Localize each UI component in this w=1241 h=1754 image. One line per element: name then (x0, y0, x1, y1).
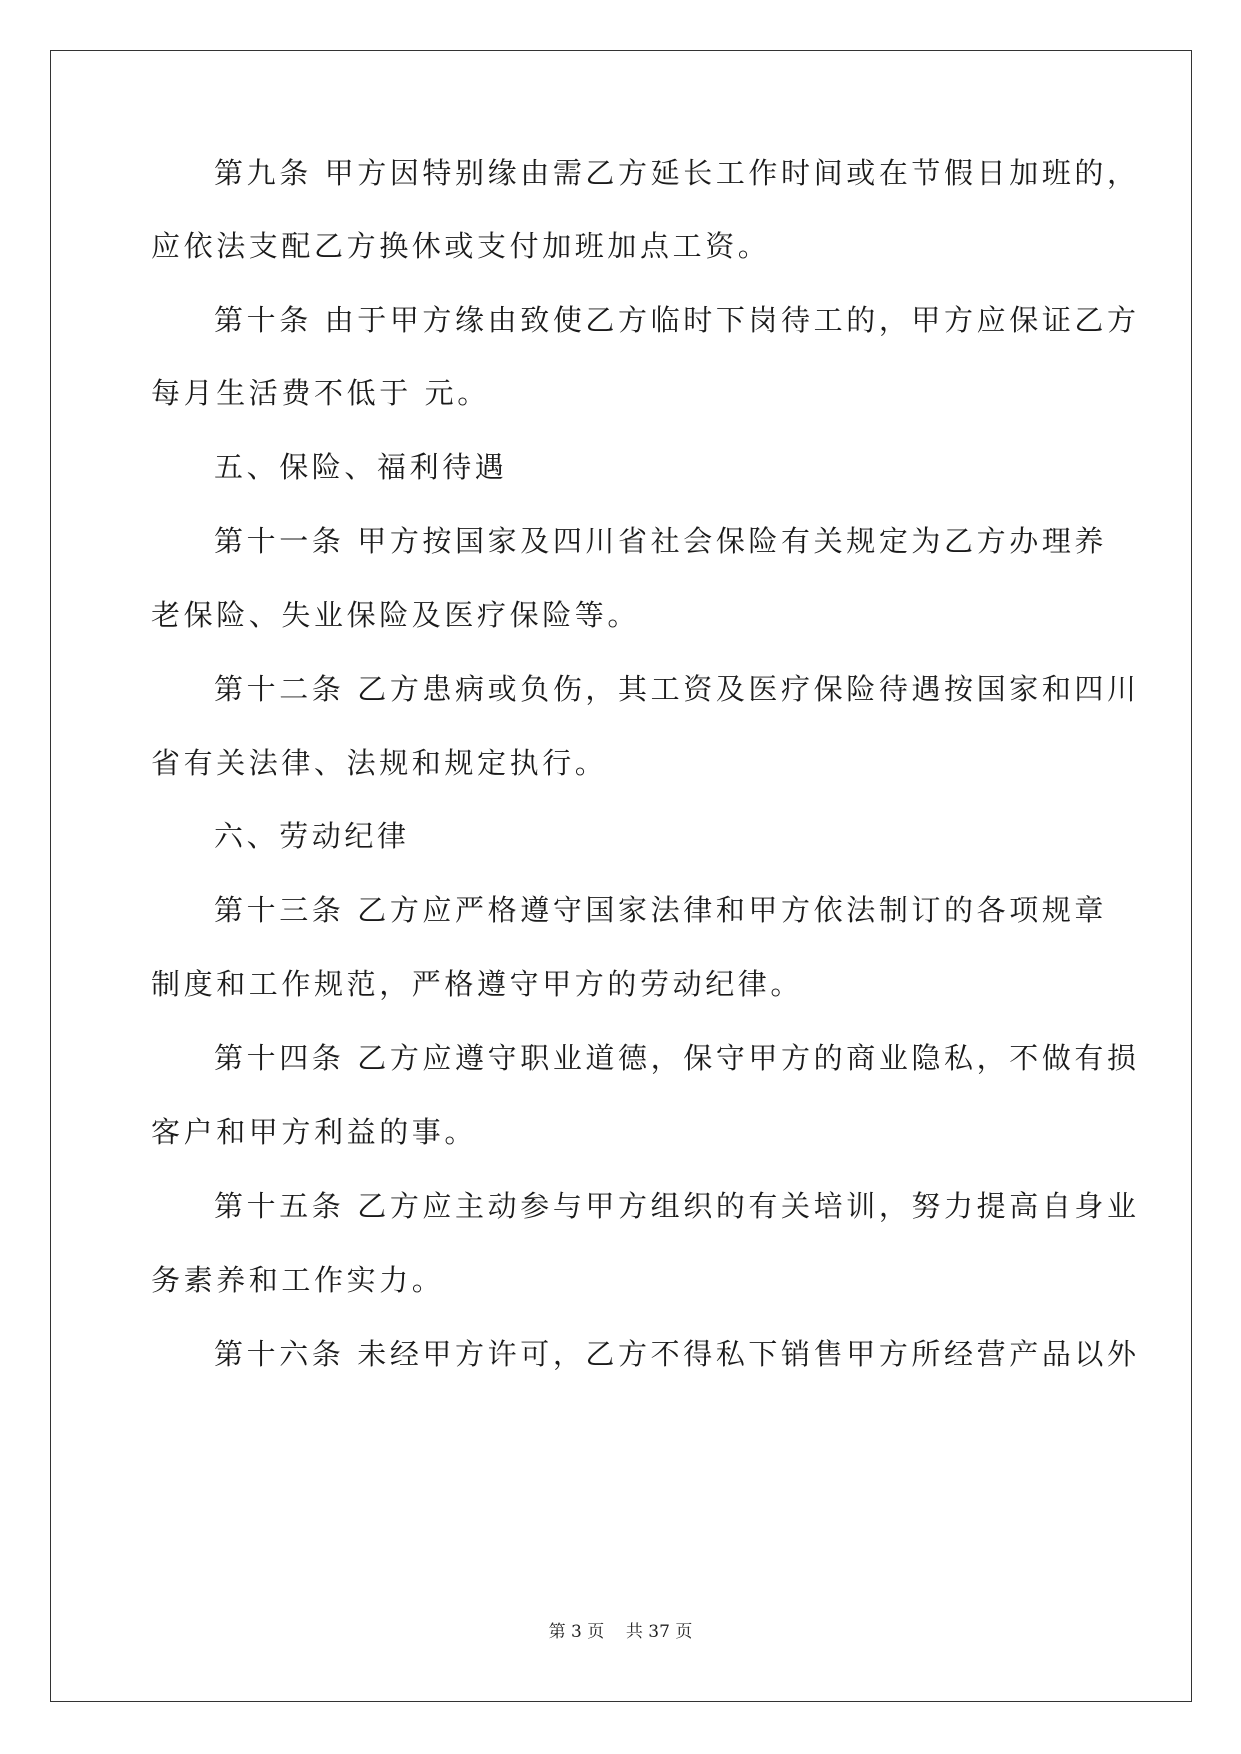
page-border (50, 50, 1192, 1702)
paragraph-line: 应依法支配乙方换休或支付加班加点工资。 (151, 229, 771, 263)
paragraph-line: 第十一条 甲方按国家及四川省社会保险有关规定为乙方办理养 (214, 524, 1108, 558)
paragraph-line: 务素养和工作实力。 (151, 1263, 445, 1297)
section-heading: 六、劳动纪律 (214, 819, 410, 853)
section-heading: 五、保险、福利待遇 (214, 450, 508, 484)
paragraph-line: 客户和甲方利益的事。 (151, 1115, 478, 1149)
page-number: 第 3 页 (548, 1622, 605, 1642)
paragraph-line: 第十二条 乙方患病或负伤，其工资及医疗保险待遇按国家和四川 (214, 672, 1140, 706)
paragraph-line: 老保险、失业保险及医疗保险等。 (151, 598, 641, 632)
paragraph-line: 第十四条 乙方应遵守职业道德，保守甲方的商业隐私，不做有损 (214, 1041, 1140, 1075)
paragraph-line: 每月生活费不低于 元。 (151, 376, 490, 410)
paragraph-line: 制度和工作规范，严格遵守甲方的劳动纪律。 (151, 967, 804, 1001)
page-footer (0, 1620, 1241, 1644)
paragraph-line: 第十六条 未经甲方许可，乙方不得私下销售甲方所经营产品以外 (214, 1337, 1140, 1371)
page-total: 共 37 页 (625, 1622, 693, 1642)
paragraph-line: 第九条 甲方因特别缘由需乙方延长工作时间或在节假日加班的， (214, 156, 1140, 190)
paragraph-line: 省有关法律、法规和规定执行。 (151, 746, 608, 780)
paragraph-line: 第十五条 乙方应主动参与甲方组织的有关培训，努力提高自身业 (214, 1189, 1140, 1223)
paragraph-line: 第十条 由于甲方缘由致使乙方临时下岗待工的，甲方应保证乙方 (214, 303, 1140, 337)
paragraph-line: 第十三条 乙方应严格遵守国家法律和甲方依法制订的各项规章 (214, 893, 1108, 927)
